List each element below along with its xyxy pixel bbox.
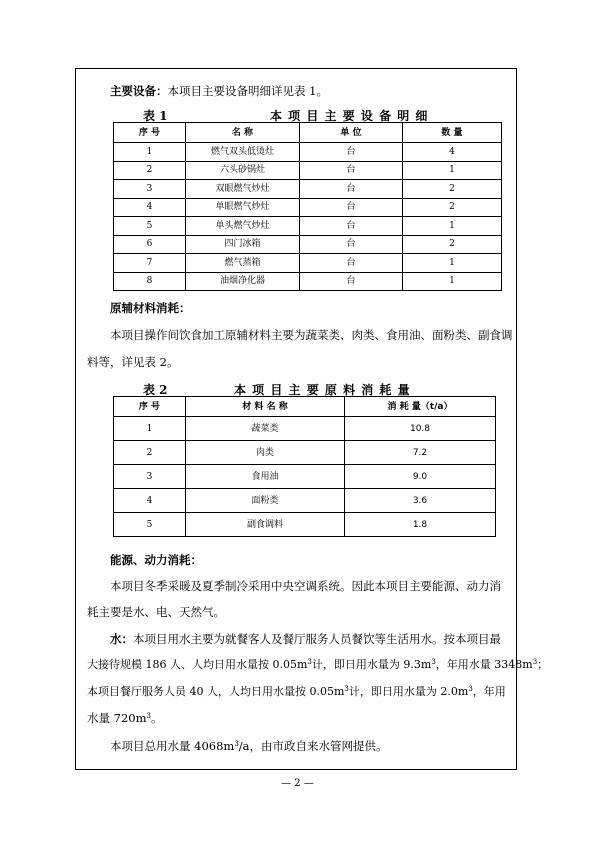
- cell: 5: [114, 513, 186, 537]
- cell: 台: [300, 235, 403, 254]
- cell: 双眼燃气炒灶: [186, 180, 300, 199]
- cell: 3: [114, 180, 186, 199]
- water-text-1: 本项目用水主要为就餐客人及餐厅服务人员餐饮等生活用水。按本项目最: [133, 632, 501, 646]
- table-row: [114, 143, 502, 162]
- cell: 3: [114, 465, 186, 489]
- table-row: [114, 417, 496, 441]
- superscript: 3: [532, 658, 538, 666]
- cell: 2: [403, 198, 502, 217]
- water-total-text: /a，由市政自来水管网提供。: [238, 739, 388, 753]
- cell: 燃气蒸箱: [186, 254, 300, 273]
- cell: 9.0: [345, 465, 496, 489]
- cell: 2: [403, 180, 502, 199]
- table-row: [114, 513, 496, 537]
- energy-line-2: 耗主要是水、电、天然气。: [87, 605, 225, 619]
- header-cell: 消 耗 量（t/a）: [345, 397, 496, 417]
- table-row: [114, 161, 502, 180]
- header-cell: 序 号: [114, 123, 186, 143]
- cell: 台: [300, 254, 403, 273]
- table-row: [114, 254, 502, 273]
- superscript: 3: [344, 685, 349, 693]
- cell: 6: [114, 235, 186, 254]
- water-total-text: 本项目总用水量 4068m: [110, 739, 235, 753]
- materials-table: [113, 396, 496, 537]
- table2-title: 本 项 目 主 要 原 料 消 耗 量: [234, 383, 411, 397]
- cell: 1: [403, 161, 502, 180]
- table-row: [114, 489, 496, 513]
- water-text: 计，即日用水量为 9.3m: [311, 658, 432, 671]
- header-cell: 材 料 名 称: [186, 397, 345, 417]
- table-row: [114, 180, 502, 199]
- superscript: 3: [468, 685, 473, 693]
- water-label: 水：: [110, 632, 133, 646]
- energy-line-1: 本项目冬季采暖及夏季制冷采用中央空调系统。因此本项目主要能源、动力消: [110, 579, 501, 593]
- equipment-text: 本项目主要设备明细详见表 1。: [167, 84, 328, 98]
- cell: 台: [300, 180, 403, 199]
- equipment-table: [113, 122, 502, 291]
- header-cell: 名 称: [186, 123, 300, 143]
- superscript: 3: [234, 740, 239, 748]
- cell: 蔬菜类: [186, 417, 345, 441]
- cell: 油烟净化器: [186, 272, 300, 291]
- cell: 台: [300, 161, 403, 180]
- cell: 台: [300, 143, 403, 162]
- cell: 台: [300, 198, 403, 217]
- page-number: — 2 —: [281, 778, 314, 789]
- header-cell: 单 位: [300, 123, 403, 143]
- energy-heading: 能源、动力消耗：: [110, 553, 202, 567]
- water-text: 。: [150, 711, 163, 725]
- water-total-line: [110, 739, 388, 753]
- water-text: ，年用: [472, 685, 506, 698]
- water-line-4: [87, 711, 162, 725]
- equipment-paragraph: [110, 84, 328, 98]
- cell: 1: [403, 272, 502, 291]
- cell: 4: [114, 198, 186, 217]
- cell: 3.6: [345, 489, 496, 513]
- table-row: [114, 272, 502, 291]
- cell: 单头燃气炒灶: [186, 217, 300, 236]
- water-line-1: [110, 632, 501, 646]
- cell: 六头砂锅灶: [186, 161, 300, 180]
- table-row: [114, 198, 502, 217]
- cell: 10.8: [345, 417, 496, 441]
- table1-label: 表 1: [143, 109, 168, 123]
- cell: 1: [403, 217, 502, 236]
- water-text: 计，即日用水量为 2.0m: [348, 685, 469, 698]
- cell: 1.8: [345, 513, 496, 537]
- water-text: ，年用水量 3348m: [435, 658, 533, 671]
- table-row: [114, 235, 502, 254]
- cell: 台: [300, 272, 403, 291]
- cell: 台: [300, 217, 403, 236]
- water-line-3: [87, 685, 506, 699]
- cell: 1: [114, 143, 186, 162]
- materials-heading: 原辅材料消耗：: [110, 301, 191, 315]
- table1-title: 本 项 目 主 要 设 备 明 细: [270, 109, 429, 123]
- superscript: 3: [307, 658, 312, 666]
- water-text: 本项目餐厅服务人员 40 人，人均日用水量按 0.05m: [87, 685, 345, 698]
- header-cell: 数 量: [403, 123, 502, 143]
- superscript: 3: [431, 658, 436, 666]
- water-text: ；: [537, 658, 549, 671]
- cell: 4: [114, 489, 186, 513]
- water-line-2: [87, 658, 548, 672]
- cell: 燃气双头低烫灶: [186, 143, 300, 162]
- cell: 食用油: [186, 465, 345, 489]
- cell: 8: [114, 272, 186, 291]
- cell: 1: [403, 254, 502, 273]
- cell: 2: [114, 441, 186, 465]
- table-row: [114, 441, 496, 465]
- superscript: 3: [146, 712, 151, 720]
- cell: 1: [114, 417, 186, 441]
- table-header-row: [114, 397, 496, 417]
- water-text: 大接待规模 186 人、人均日用水量按 0.05m: [87, 658, 308, 671]
- cell: 2: [403, 235, 502, 254]
- cell: 副食调料: [186, 513, 345, 537]
- materials-line-2: 料等，详见表 2。: [87, 355, 179, 369]
- table-row: [114, 465, 496, 489]
- equipment-heading: 主要设备：: [110, 84, 168, 98]
- cell: 5: [114, 217, 186, 236]
- cell: 7: [114, 254, 186, 273]
- header-cell: 序 号: [114, 397, 186, 417]
- table-header-row: [114, 123, 502, 143]
- cell: 面粉类: [186, 489, 345, 513]
- cell: 4: [403, 143, 502, 162]
- cell: 四门冰箱: [186, 235, 300, 254]
- cell: 2: [114, 161, 186, 180]
- cell: 肉类: [186, 441, 345, 465]
- cell: 7.2: [345, 441, 496, 465]
- materials-line-1: 本项目操作间饮食加工原辅材料主要为蔬菜类、肉类、食用油、面粉类、副食调: [110, 328, 513, 342]
- table-row: [114, 217, 502, 236]
- table2-label: 表 2: [143, 383, 168, 397]
- cell: 单眼燃气炒灶: [186, 198, 300, 217]
- water-text: 水量 720m: [87, 711, 147, 725]
